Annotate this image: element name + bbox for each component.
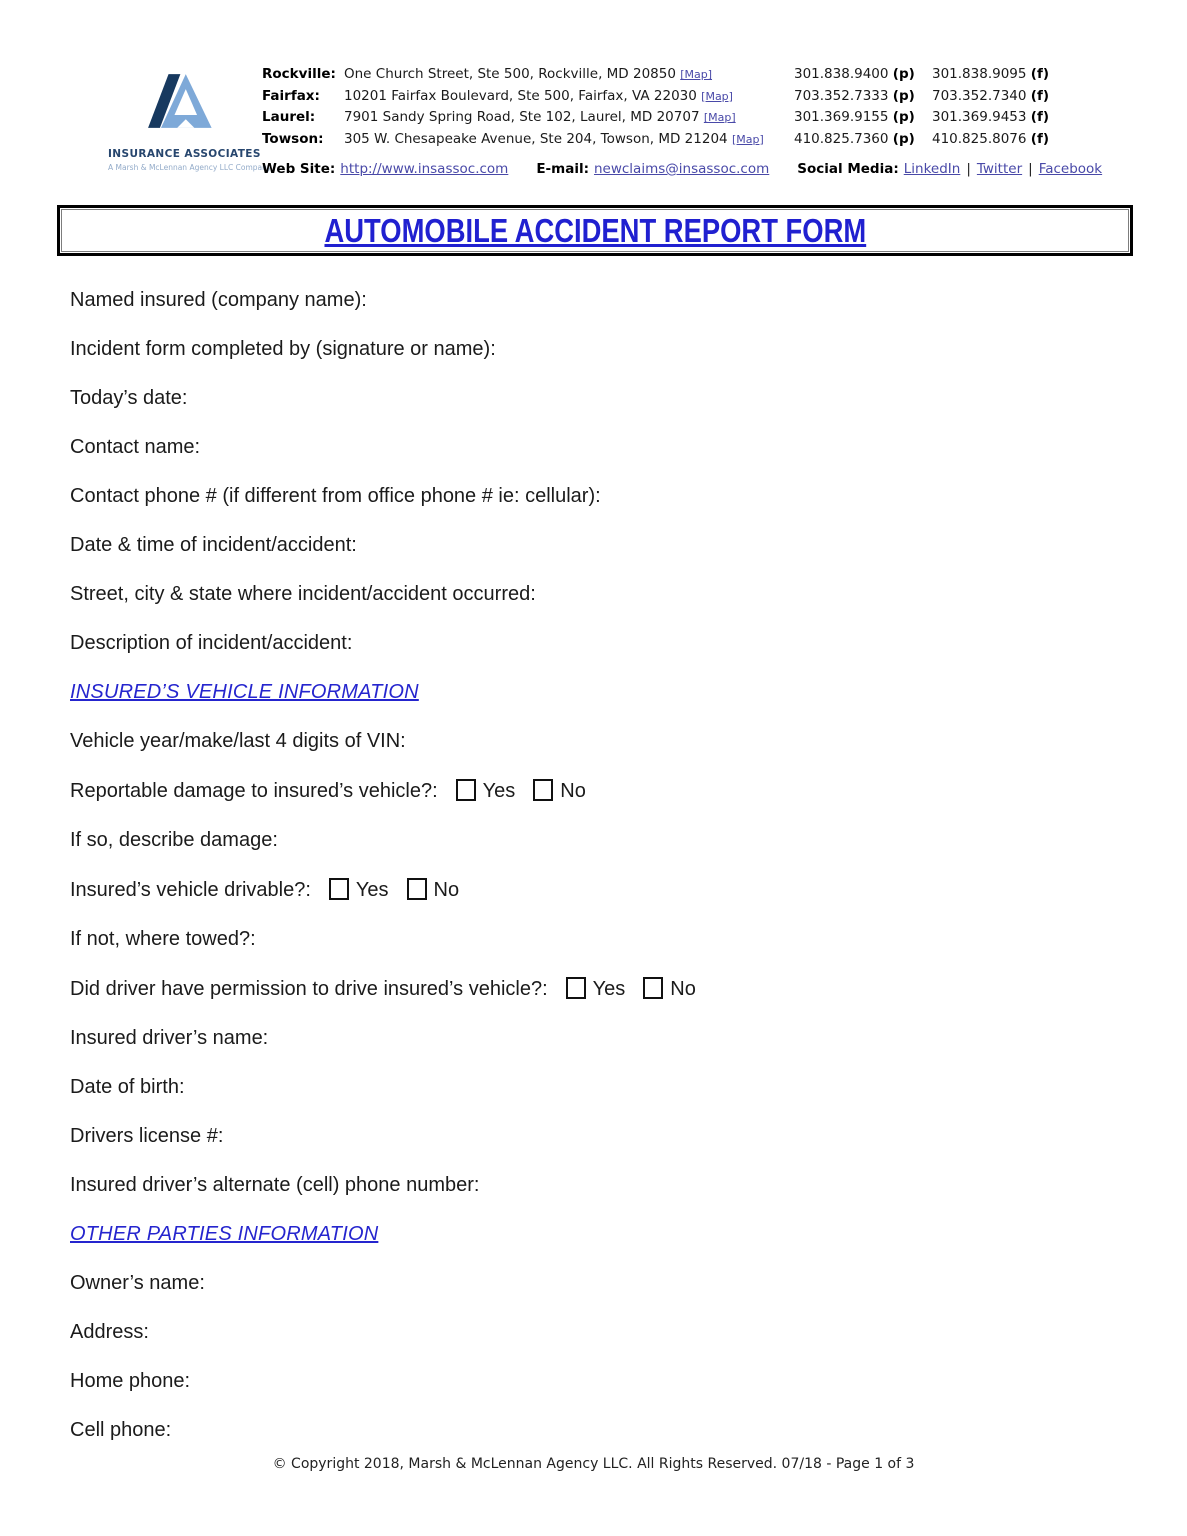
office-phone: 703.352.7333 (p) xyxy=(794,87,915,104)
form-body xyxy=(70,289,1133,1468)
separator: | xyxy=(1028,161,1033,177)
incident-datetime-field xyxy=(70,534,1133,556)
map-link[interactable]: [Map] xyxy=(680,68,713,81)
office-fax: 301.838.9095 (f) xyxy=(932,66,1049,82)
page-title: AUTOMOBILE ACCIDENT REPORT FORM xyxy=(324,211,866,249)
date-of-birth-field xyxy=(70,1076,1133,1098)
office-city-label: Laurel: xyxy=(262,109,316,125)
field-label: Contact name: xyxy=(70,436,201,458)
field-label: Named insured (company name): xyxy=(70,289,367,311)
driver-alt-phone-field xyxy=(70,1174,1133,1196)
office-address-text: One Church Street, Ste 500, Rockville, MD 20850 xyxy=(344,66,676,82)
field-label: Drivers license #: xyxy=(70,1125,224,1147)
checkbox-yes-label: Yes xyxy=(482,780,516,802)
field-label: Contact phone # (if different from office phone # ie: cellular): xyxy=(70,485,601,507)
office-fax: 410.825.8076 (f) xyxy=(932,130,1049,147)
field-label: Date of birth: xyxy=(70,1076,185,1098)
office-address xyxy=(344,86,794,108)
office-row xyxy=(262,107,1102,129)
office-phone: 301.838.9400 (p) xyxy=(794,66,915,82)
insured-driver-name-field xyxy=(70,1027,1133,1049)
title-box xyxy=(57,205,1133,256)
company-name: INSURANCE ASSOCIATES xyxy=(108,148,261,160)
office-row xyxy=(262,129,1102,151)
office-fax: 301.369.9453 (f) xyxy=(932,109,1049,125)
social-group xyxy=(797,161,1102,177)
drivers-license-field xyxy=(70,1125,1133,1147)
incident-description-field xyxy=(70,632,1133,654)
separator: | xyxy=(966,161,971,177)
checkbox-no-label: No xyxy=(560,780,586,802)
checkbox-yes-label: Yes xyxy=(592,978,626,1000)
owner-address-field xyxy=(70,1321,1133,1343)
office-phone: 410.825.7360 (p) xyxy=(794,130,915,147)
office-city-label: Towson: xyxy=(262,130,324,147)
map-link[interactable]: [Map] xyxy=(701,89,733,103)
checkbox-yes-label: Yes xyxy=(355,879,389,901)
field-label: Street, city & state where incident/accident occurred: xyxy=(70,583,536,605)
contact-name-field xyxy=(70,436,1133,458)
office-address xyxy=(344,64,794,86)
office-address-list xyxy=(262,64,1102,150)
field-label: Did driver have permission to drive insured’s vehicle?: xyxy=(70,978,548,1000)
office-address xyxy=(344,129,794,151)
field-label: Insured driver’s name: xyxy=(70,1027,269,1049)
website-label: Web Site: xyxy=(262,161,336,177)
company-tagline: A Marsh & McLennan Agency LLC Company xyxy=(108,163,272,172)
todays-date-field xyxy=(70,387,1133,409)
vehicle-year-make-vin-field xyxy=(70,730,1133,752)
company-logo-block xyxy=(108,58,272,177)
contact-phone-field xyxy=(70,485,1133,507)
owner-name-field xyxy=(70,1272,1133,1294)
office-address-text: 10201 Fairfax Boulevard, Ste 500, Fairfax, VA 22030 xyxy=(344,87,697,104)
office-row xyxy=(262,64,1102,86)
other-parties-section xyxy=(70,1223,1133,1245)
field-label: Today’s date: xyxy=(70,387,188,409)
twitter-link[interactable]: Twitter xyxy=(976,161,1023,177)
checkbox-no[interactable] xyxy=(407,878,427,900)
field-label: Incident form completed by (signature or name): xyxy=(70,338,496,360)
checkbox-no-label: No xyxy=(670,978,696,1000)
field-label: Insured’s vehicle drivable?: xyxy=(70,879,311,901)
field-label: Owner’s name: xyxy=(70,1272,205,1294)
field-label: INSURED’S VEHICLE INFORMATION xyxy=(70,681,419,703)
office-address-text: 305 W. Chesapeake Avenue, Ste 204, Towson, MD 21204 xyxy=(344,130,728,147)
map-link[interactable]: [Map] xyxy=(703,111,736,124)
header-links-row xyxy=(262,161,1102,177)
email-label: E-mail: xyxy=(536,161,589,177)
insurance-associates-logo-icon xyxy=(108,62,256,140)
office-city-label: Fairfax: xyxy=(262,87,320,104)
checkbox-no-label: No xyxy=(433,879,460,901)
reportable-damage-field xyxy=(70,779,1133,802)
field-label: Description of incident/accident: xyxy=(70,632,353,654)
office-row xyxy=(262,86,1102,108)
field-label: OTHER PARTIES INFORMATION xyxy=(70,1223,379,1245)
checkbox-no[interactable] xyxy=(533,779,553,801)
office-address-text: 7901 Sandy Spring Road, Ste 102, Laurel, MD 20707 xyxy=(344,109,700,125)
named-insured-field xyxy=(70,289,1133,311)
incident-location-field xyxy=(70,583,1133,605)
header-contact-block xyxy=(262,58,1102,177)
linkedin-link[interactable]: LinkedIn xyxy=(903,161,961,177)
vehicle-drivable-field xyxy=(70,878,1133,901)
field-label: If not, where towed?: xyxy=(70,928,256,950)
office-fax: 703.352.7340 (f) xyxy=(932,87,1049,104)
home-phone-field xyxy=(70,1370,1133,1392)
describe-damage-field xyxy=(70,829,1133,851)
field-label: Cell phone: xyxy=(70,1419,172,1441)
social-media-label: Social Media: xyxy=(797,161,899,177)
field-label: Vehicle year/make/last 4 digits of VIN: xyxy=(70,730,406,752)
insured-vehicle-section xyxy=(70,681,1133,703)
yes-no-options xyxy=(438,780,586,802)
checkbox-yes[interactable] xyxy=(456,779,476,801)
where-towed-field xyxy=(70,928,1133,950)
yes-no-options xyxy=(311,879,459,901)
field-label: Insured driver’s alternate (cell) phone number: xyxy=(70,1174,480,1196)
field-label: If so, describe damage: xyxy=(70,829,278,851)
cell-phone-field xyxy=(70,1419,1133,1441)
completed-by-field xyxy=(70,338,1133,360)
checkbox-yes[interactable] xyxy=(329,878,349,900)
checkbox-no[interactable] xyxy=(643,977,663,999)
yes-no-options xyxy=(548,978,696,1000)
office-address xyxy=(344,107,794,129)
field-label: Date & time of incident/accident: xyxy=(70,534,357,556)
field-label: Address: xyxy=(70,1321,149,1343)
map-link[interactable]: [Map] xyxy=(731,132,764,146)
page-header xyxy=(108,58,1102,177)
copyright-footer: © Copyright 2018, Marsh & McLennan Agency LLC. All Rights Reserved. 07/18 - Page 1 of 3 xyxy=(272,1456,915,1472)
office-city-label: Rockville: xyxy=(262,66,336,82)
driver-permission-field xyxy=(70,977,1133,1000)
email-link[interactable]: newclaims@insassoc.com xyxy=(593,161,770,177)
email-group xyxy=(536,161,769,177)
field-label: Reportable damage to insured’s vehicle?: xyxy=(70,780,438,802)
facebook-link[interactable]: Facebook xyxy=(1038,161,1103,177)
website-link[interactable]: http://www.insassoc.com xyxy=(340,161,509,177)
field-label: Home phone: xyxy=(70,1370,191,1392)
office-phone: 301.369.9155 (p) xyxy=(794,109,915,125)
website-group xyxy=(262,161,508,177)
checkbox-yes[interactable] xyxy=(566,977,586,999)
